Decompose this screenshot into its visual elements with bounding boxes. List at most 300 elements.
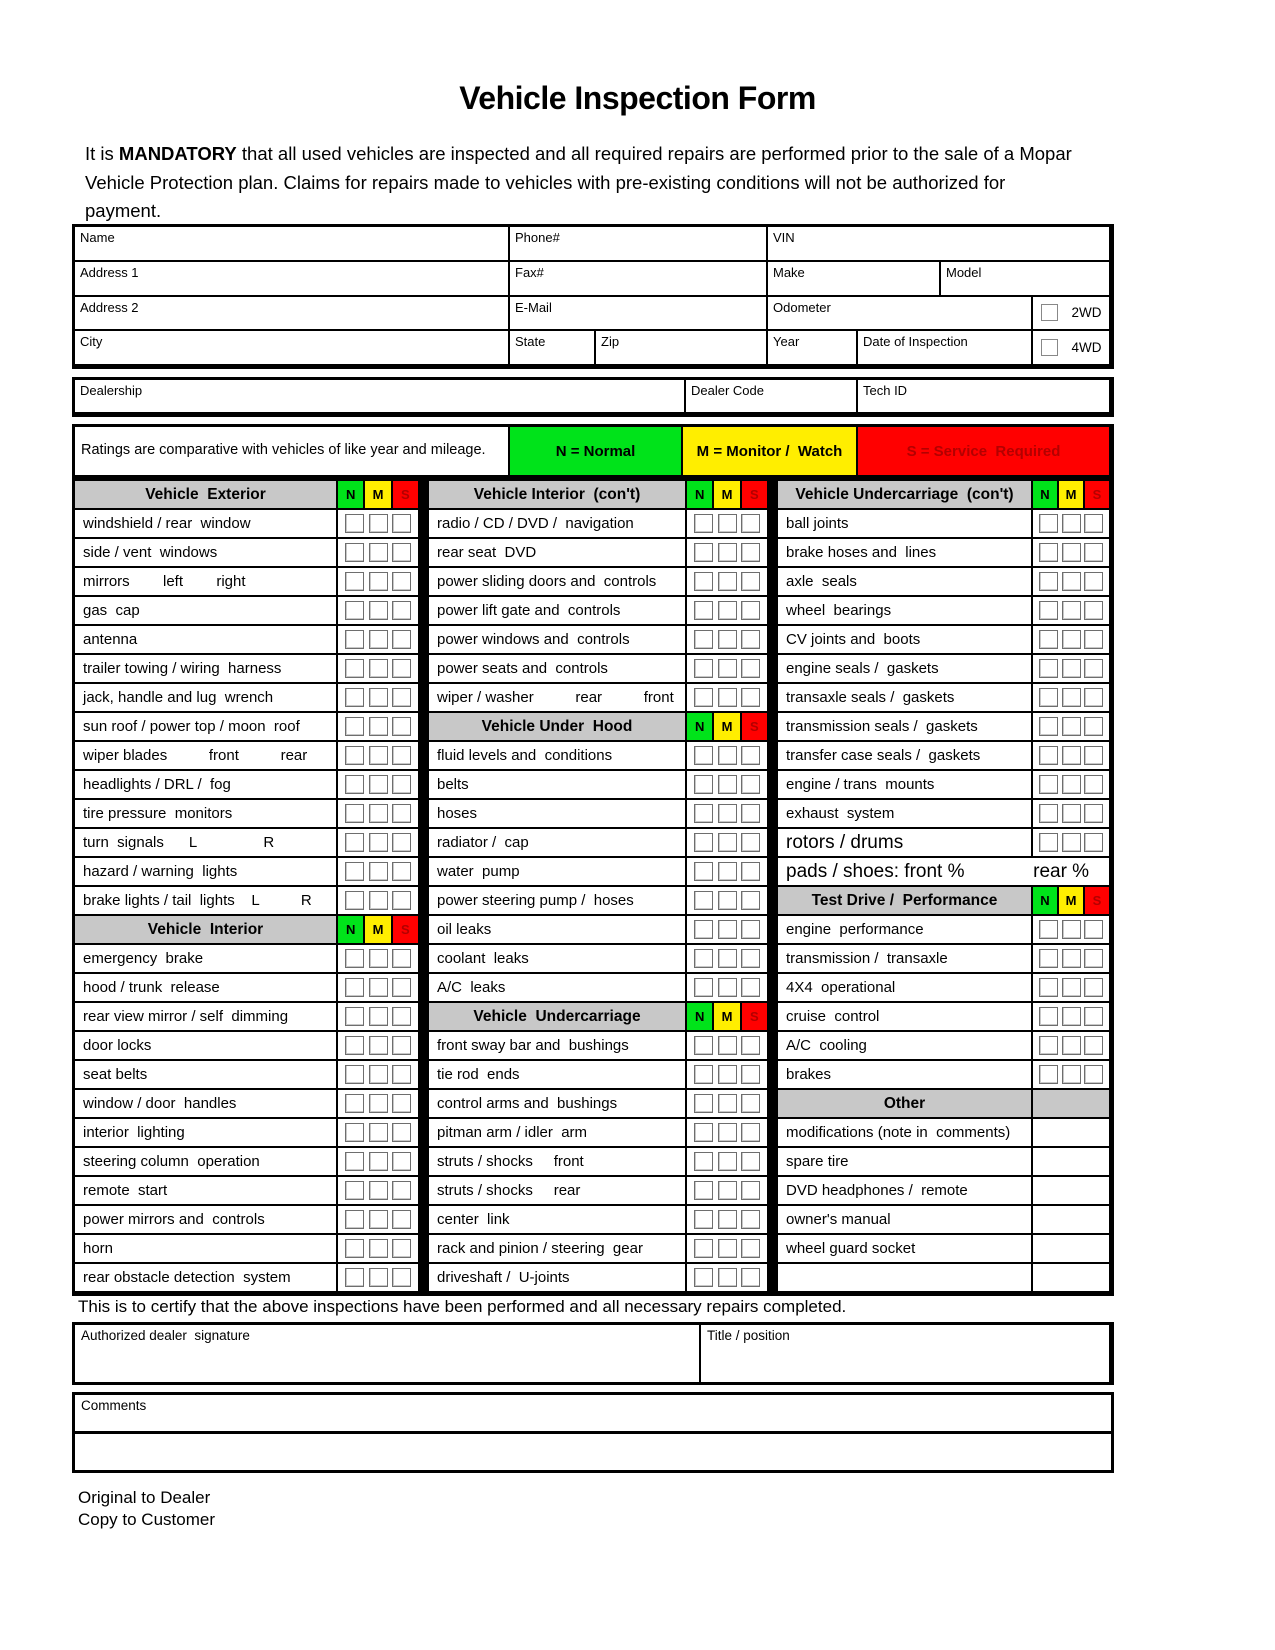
checkbox-n[interactable] [694, 1123, 713, 1142]
checklist-item [429, 974, 687, 1003]
checkbox-m[interactable] [1062, 514, 1081, 533]
checkbox-m[interactable] [718, 1065, 737, 1084]
checkbox-m[interactable] [718, 659, 737, 678]
checkbox-n[interactable] [345, 1181, 364, 1200]
checkbox-s[interactable] [741, 630, 760, 649]
checkbox-s[interactable] [741, 1036, 760, 1055]
empty-cell[interactable] [1033, 1235, 1111, 1264]
checklist-item-label: windshield / rear window [83, 515, 251, 532]
checklist-item [429, 916, 687, 945]
checklist-item-label: wiper blades front rear [83, 747, 308, 764]
checkbox-s[interactable] [1084, 688, 1103, 707]
checkbox-group [687, 887, 769, 916]
checkbox-s[interactable] [741, 572, 760, 591]
field-date-of-inspection[interactable] [858, 331, 1033, 366]
checkbox-n[interactable] [694, 804, 713, 823]
checkbox-s[interactable] [741, 1123, 760, 1142]
checkbox-s[interactable] [392, 746, 411, 765]
field-zip[interactable] [596, 331, 768, 366]
checklist-item [75, 887, 338, 916]
checkbox-m[interactable] [1062, 804, 1081, 823]
checkbox-n[interactable] [345, 775, 364, 794]
checkbox-s[interactable] [392, 1210, 411, 1229]
checkbox-s[interactable] [1084, 920, 1103, 939]
checkbox-s[interactable] [1084, 804, 1103, 823]
checklist-item [429, 1119, 687, 1148]
empty-cell[interactable] [1033, 1148, 1111, 1177]
nms-m-label: M [1059, 481, 1083, 508]
checkbox-n[interactable] [694, 1181, 713, 1200]
checkbox-m[interactable] [1062, 543, 1081, 562]
checklist-item [429, 597, 687, 626]
checklist-item [75, 1061, 338, 1090]
checklist-item [778, 713, 1033, 742]
checkbox-m[interactable] [1062, 920, 1081, 939]
checkbox-s[interactable] [741, 1210, 760, 1229]
checkbox-n[interactable] [694, 746, 713, 765]
checkbox-s[interactable] [392, 514, 411, 533]
checkbox-s[interactable] [392, 804, 411, 823]
checkbox-m[interactable] [718, 920, 737, 939]
checkbox-m[interactable] [718, 514, 737, 533]
checklist-item-label: tire pressure monitors [83, 805, 233, 822]
checkbox-m[interactable] [369, 1065, 388, 1084]
checkbox-n[interactable] [345, 833, 364, 852]
nms-m-label: M [714, 713, 739, 740]
checkbox-n[interactable] [345, 601, 364, 620]
checkbox-s[interactable] [1084, 717, 1103, 736]
checkbox-m[interactable] [1062, 978, 1081, 997]
checkbox-n[interactable] [345, 1123, 364, 1142]
checkbox-m[interactable] [718, 746, 737, 765]
checkbox-m[interactable] [369, 688, 388, 707]
checklist-item [429, 1061, 687, 1090]
checkbox-n[interactable] [694, 514, 713, 533]
checkbox-n[interactable] [1039, 1065, 1058, 1084]
checkbox-m[interactable] [718, 1152, 737, 1171]
checkbox-n[interactable] [345, 978, 364, 997]
field-model[interactable] [941, 262, 1111, 297]
checkbox-n[interactable] [345, 949, 364, 968]
checkbox-m[interactable] [1062, 746, 1081, 765]
checkbox-n[interactable] [694, 978, 713, 997]
checkbox-n[interactable] [694, 949, 713, 968]
checkbox-n[interactable] [1039, 920, 1058, 939]
checkbox-s[interactable] [741, 1152, 760, 1171]
checkbox-n[interactable] [694, 862, 713, 881]
checkbox-n[interactable] [694, 1268, 713, 1287]
checkbox-m[interactable] [718, 1094, 737, 1113]
checkbox-s[interactable] [392, 717, 411, 736]
field-address2[interactable] [75, 297, 510, 332]
checkbox-group [1033, 539, 1111, 568]
checkbox-s[interactable] [392, 1268, 411, 1287]
checkbox-m[interactable] [718, 833, 737, 852]
checkbox-m[interactable] [369, 601, 388, 620]
checkbox-group [338, 771, 420, 800]
checkbox-group [1033, 800, 1111, 829]
checkbox-m[interactable] [369, 1181, 388, 1200]
checkbox-s[interactable] [1084, 1007, 1103, 1026]
checkbox-m[interactable] [718, 1239, 737, 1258]
checkbox-m[interactable] [369, 1268, 388, 1287]
checkbox-s[interactable] [392, 572, 411, 591]
checkbox-n[interactable] [1039, 1036, 1058, 1055]
field-make[interactable] [768, 262, 941, 297]
checkbox-n[interactable] [694, 1036, 713, 1055]
checklist-item-label: gas cap [83, 602, 140, 619]
nms-s-label: S [393, 916, 418, 943]
checkbox-s[interactable] [741, 1268, 760, 1287]
checkbox-s[interactable] [741, 833, 760, 852]
checkbox-n[interactable] [694, 688, 713, 707]
checkbox-m[interactable] [369, 978, 388, 997]
nms-header [1033, 887, 1111, 916]
checkbox-n[interactable] [1039, 659, 1058, 678]
checkbox-s[interactable] [741, 688, 760, 707]
checkbox-m[interactable] [369, 1123, 388, 1142]
checkbox-n[interactable] [694, 601, 713, 620]
checkbox-s[interactable] [741, 1094, 760, 1113]
checkbox-n[interactable] [345, 688, 364, 707]
checkbox-m[interactable] [369, 1036, 388, 1055]
checkbox-n[interactable] [1039, 572, 1058, 591]
checkbox-m[interactable] [718, 804, 737, 823]
checkbox-m[interactable] [718, 1181, 737, 1200]
field-odometer[interactable] [768, 297, 1033, 332]
checkbox-n[interactable] [694, 659, 713, 678]
checkbox-n[interactable] [1039, 775, 1058, 794]
checkbox-m[interactable] [1062, 949, 1081, 968]
checklist-item-label: transaxle seals / gaskets [786, 689, 955, 706]
checkbox-s[interactable] [741, 862, 760, 881]
checkbox-s[interactable] [392, 862, 411, 881]
checkbox-m[interactable] [718, 1036, 737, 1055]
checkbox-m[interactable] [1062, 1065, 1081, 1084]
checkbox-n[interactable] [345, 746, 364, 765]
field-email[interactable] [510, 297, 768, 332]
checkbox-s[interactable] [392, 949, 411, 968]
checklist-span-row[interactable] [778, 858, 1111, 887]
checkbox-n[interactable] [345, 1268, 364, 1287]
checkbox-n[interactable] [1039, 746, 1058, 765]
checkbox-s[interactable] [392, 601, 411, 620]
checkbox-m[interactable] [1062, 630, 1081, 649]
checkbox-m[interactable] [369, 572, 388, 591]
checkbox-m[interactable] [369, 949, 388, 968]
checkbox-n[interactable] [345, 1036, 364, 1055]
section-header-label: Test Drive / Performance [811, 891, 998, 909]
checkbox-s[interactable] [392, 775, 411, 794]
checkbox-m[interactable] [718, 630, 737, 649]
checkbox-n[interactable] [1039, 601, 1058, 620]
checkbox-s[interactable] [741, 746, 760, 765]
checkbox-m[interactable] [718, 601, 737, 620]
checklist-item [75, 1119, 338, 1148]
checklist-item [429, 1148, 687, 1177]
checkbox-n[interactable] [345, 572, 364, 591]
checkbox-s[interactable] [741, 978, 760, 997]
checklist-item-label: remote start [83, 1182, 168, 1199]
checkbox-s[interactable] [1084, 1065, 1103, 1084]
field-name[interactable] [75, 227, 510, 262]
nms-n-label: N [1033, 481, 1057, 508]
checkbox-s[interactable] [392, 1152, 411, 1171]
checkbox-m[interactable] [1062, 717, 1081, 736]
checkbox-m[interactable] [718, 1123, 737, 1142]
footer-line2: Copy to Customer [78, 1510, 215, 1530]
checkbox-s[interactable] [1084, 978, 1103, 997]
comments-area[interactable] [75, 1434, 1111, 1470]
checkbox-group [687, 1032, 769, 1061]
checkbox-m[interactable] [369, 659, 388, 678]
checkbox-m[interactable] [718, 949, 737, 968]
checkbox-m[interactable] [369, 1210, 388, 1229]
checkbox-s[interactable] [392, 1007, 411, 1026]
checklist-item-label: power seats and controls [437, 660, 608, 677]
field-2wd [1033, 297, 1111, 332]
field-fax[interactable] [510, 262, 768, 297]
checkbox-m[interactable] [718, 1268, 737, 1287]
checkbox-n[interactable] [345, 1007, 364, 1026]
checkbox-m[interactable] [1062, 1036, 1081, 1055]
checkbox-n[interactable] [345, 659, 364, 678]
checkbox-n[interactable] [1039, 833, 1058, 852]
legend-note: Ratings are comparative with vehicles of like year and mileage. [75, 427, 510, 475]
checkbox-m[interactable] [718, 688, 737, 707]
checkbox-n[interactable] [345, 862, 364, 881]
checkbox-n[interactable] [345, 891, 364, 910]
checkbox-s[interactable] [392, 891, 411, 910]
2wd-label: 2WD [1071, 305, 1102, 321]
checklist-item [429, 510, 687, 539]
field-authorized-dealer-signature[interactable] [75, 1325, 701, 1382]
checklist-item-label: hazard / warning lights [83, 863, 238, 880]
checkbox-s[interactable] [1084, 833, 1103, 852]
checkbox-s[interactable] [1084, 543, 1103, 562]
checkbox-m[interactable] [369, 1094, 388, 1113]
checkbox-n[interactable] [1039, 688, 1058, 707]
field-year[interactable] [768, 331, 858, 366]
checkbox-n[interactable] [1039, 630, 1058, 649]
checkbox-m[interactable] [1062, 572, 1081, 591]
checkbox-n[interactable] [345, 630, 364, 649]
checkbox-m[interactable] [369, 717, 388, 736]
empty-cell[interactable] [1033, 1206, 1111, 1235]
field-dealership[interactable] [75, 380, 686, 414]
checkbox-m[interactable] [369, 1007, 388, 1026]
checkbox-s[interactable] [392, 1036, 411, 1055]
checkbox-s[interactable] [1084, 746, 1103, 765]
checklist-item [429, 887, 687, 916]
checkbox-s[interactable] [392, 1181, 411, 1200]
checkbox-m[interactable] [369, 1239, 388, 1258]
empty-cell[interactable] [1033, 1264, 1111, 1293]
field-dealer-code[interactable] [686, 380, 858, 414]
checkbox-s[interactable] [392, 1065, 411, 1084]
checkbox-m[interactable] [369, 862, 388, 881]
field-phone[interactable] [510, 227, 768, 262]
intro-text [85, 140, 1085, 226]
empty-cell[interactable] [1033, 1177, 1111, 1206]
checkbox-n[interactable] [345, 1094, 364, 1113]
checkbox-n[interactable] [1039, 543, 1058, 562]
checkbox-s[interactable] [1084, 1036, 1103, 1055]
checkbox-n[interactable] [694, 1065, 713, 1084]
checkbox-m[interactable] [1062, 601, 1081, 620]
checkbox-s[interactable] [1084, 659, 1103, 678]
checkbox-s[interactable] [392, 1123, 411, 1142]
checkbox-n[interactable] [694, 1094, 713, 1113]
checkbox-m[interactable] [718, 862, 737, 881]
checkbox-s[interactable] [741, 949, 760, 968]
checkbox-n[interactable] [1039, 514, 1058, 533]
checkbox-m[interactable] [1062, 659, 1081, 678]
checkbox-s[interactable] [741, 1065, 760, 1084]
intro-rest: that all used vehicles are inspected and all required repairs are performed prior to the sale of a Mopar Vehicle Protection plan. Claims for repairs made to vehicles with pre-existing conditions will not be authorized for payment. [85, 143, 1072, 222]
checkbox-m[interactable] [369, 833, 388, 852]
checkbox-n[interactable] [694, 891, 713, 910]
field-vin[interactable] [768, 227, 1111, 262]
checkbox-s[interactable] [1084, 630, 1103, 649]
checkbox-m[interactable] [369, 630, 388, 649]
checkbox-n[interactable] [1039, 804, 1058, 823]
checklist-item-label: tie rod ends [437, 1066, 520, 1083]
checkbox-s[interactable] [741, 775, 760, 794]
checkbox-s[interactable] [1084, 775, 1103, 794]
checkbox-n[interactable] [1039, 949, 1058, 968]
checkbox-m[interactable] [369, 775, 388, 794]
checkbox-m[interactable] [369, 891, 388, 910]
checkbox-m[interactable] [1062, 833, 1081, 852]
checkbox-s[interactable] [1084, 601, 1103, 620]
2wd-checkbox[interactable] [1041, 304, 1058, 321]
4wd-checkbox[interactable] [1041, 339, 1058, 356]
checkbox-m[interactable] [1062, 1007, 1081, 1026]
checklist-item [429, 626, 687, 655]
field-address1-label: Address 1 [80, 264, 139, 280]
field-tech-id[interactable] [858, 380, 1111, 414]
checklist-item [778, 626, 1033, 655]
checkbox-n[interactable] [345, 804, 364, 823]
checklist-item-label: headlights / DRL / fog [83, 776, 231, 793]
checkbox-s[interactable] [741, 1181, 760, 1200]
checkbox-group [687, 800, 769, 829]
checkbox-s[interactable] [741, 601, 760, 620]
checkbox-s[interactable] [741, 1239, 760, 1258]
field-title-position[interactable] [701, 1325, 1111, 1382]
checkbox-m[interactable] [1062, 775, 1081, 794]
checkbox-s[interactable] [392, 833, 411, 852]
checkbox-s[interactable] [741, 514, 760, 533]
checkbox-s[interactable] [741, 543, 760, 562]
checkbox-s[interactable] [741, 659, 760, 678]
checkbox-s[interactable] [392, 1239, 411, 1258]
checkbox-n[interactable] [694, 775, 713, 794]
checkbox-s[interactable] [392, 978, 411, 997]
checkbox-n[interactable] [345, 1239, 364, 1258]
checkbox-n[interactable] [694, 543, 713, 562]
checkbox-m[interactable] [718, 978, 737, 997]
checkbox-n[interactable] [694, 1152, 713, 1171]
checkbox-s[interactable] [741, 920, 760, 939]
checkbox-s[interactable] [392, 1094, 411, 1113]
checkbox-m[interactable] [369, 746, 388, 765]
checkbox-n[interactable] [345, 1210, 364, 1229]
checkbox-n[interactable] [694, 572, 713, 591]
checkbox-n[interactable] [694, 920, 713, 939]
checklist-item [778, 771, 1033, 800]
checklist-item-label: side / vent windows [83, 544, 218, 561]
checkbox-n[interactable] [694, 1239, 713, 1258]
field-date-of-inspection-label: Date of Inspection [863, 334, 968, 350]
checkbox-s[interactable] [392, 688, 411, 707]
checkbox-m[interactable] [369, 1152, 388, 1171]
checkbox-m[interactable] [369, 804, 388, 823]
field-address1[interactable] [75, 262, 510, 297]
checkbox-m[interactable] [718, 891, 737, 910]
checkbox-n[interactable] [694, 833, 713, 852]
checkbox-n[interactable] [345, 543, 364, 562]
checkbox-n[interactable] [345, 717, 364, 736]
checkbox-n[interactable] [345, 1152, 364, 1171]
checkbox-m[interactable] [718, 775, 737, 794]
checkbox-n[interactable] [694, 1210, 713, 1229]
checklist-item [778, 916, 1033, 945]
form-title: Vehicle Inspection Form [459, 80, 816, 116]
checkbox-m[interactable] [718, 1210, 737, 1229]
checkbox-group [338, 887, 420, 916]
checklist-item-label: mirrors left right [83, 573, 246, 590]
checkbox-s[interactable] [1084, 949, 1103, 968]
checkbox-m[interactable] [369, 543, 388, 562]
comments-label-row[interactable] [75, 1395, 1111, 1434]
checkbox-s[interactable] [392, 659, 411, 678]
checkbox-s[interactable] [1084, 514, 1103, 533]
empty-cell[interactable] [1033, 1119, 1111, 1148]
checkbox-n[interactable] [345, 514, 364, 533]
checklist-item-label: radiator / cap [437, 834, 529, 851]
checkbox-m[interactable] [718, 543, 737, 562]
checkbox-s[interactable] [1084, 572, 1103, 591]
empty-label-cell [778, 1264, 1033, 1293]
checklist-item-label: spare tire [786, 1153, 849, 1170]
checkbox-n[interactable] [1039, 717, 1058, 736]
checkbox-group [338, 713, 420, 742]
checkbox-n[interactable] [1039, 1007, 1058, 1026]
field-state[interactable] [510, 331, 596, 366]
section-header-label: Vehicle Exterior [145, 485, 266, 503]
checklist-item-label: power steering pump / hoses [437, 892, 634, 909]
checkbox-group [1033, 684, 1111, 713]
checkbox-s[interactable] [741, 804, 760, 823]
checkbox-s[interactable] [392, 543, 411, 562]
nms-m-label: M [714, 1003, 739, 1030]
checkbox-m[interactable] [718, 572, 737, 591]
checklist-item-label: control arms and bushings [437, 1095, 618, 1112]
field-phone-label: Phone# [515, 230, 560, 245]
checkbox-m[interactable] [1062, 688, 1081, 707]
checklist-item-label: belts [437, 776, 469, 793]
field-city[interactable] [75, 331, 510, 366]
field-city-label: City [80, 334, 103, 350]
checkbox-s[interactable] [741, 891, 760, 910]
checkbox-s[interactable] [392, 630, 411, 649]
checkbox-n[interactable] [345, 1065, 364, 1084]
checkbox-n[interactable] [1039, 978, 1058, 997]
checkbox-n[interactable] [694, 630, 713, 649]
checkbox-m[interactable] [369, 514, 388, 533]
